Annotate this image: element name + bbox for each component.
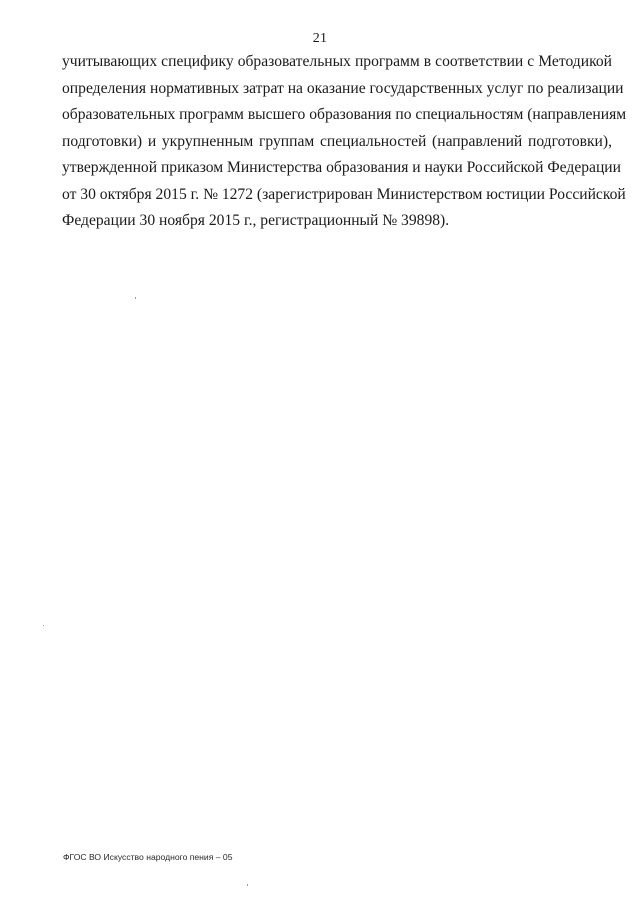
paragraph-line: учитывающих специфику образовательных программ в соответствии с Методикой [62,53,612,70]
paragraph-line: подготовки) и укрупненным группам специальностей (направлений подготовки), [62,132,612,150]
scan-speck [43,625,44,626]
page-number: 21 [312,31,328,46]
footer-note: ФГОС ВО Искусство народного пения – 05 [63,852,233,862]
body-paragraph [62,49,627,235]
paragraph-line: образовательных программ высшего образования по специальностям (направлениям [62,106,627,123]
paragraph-line: определения нормативных затрат на оказание государственных услуг по реализации [62,79,624,97]
scan-speck [247,884,248,886]
paragraph-line: утвержденной приказом Министерства образования и науки Российской Федерации [62,159,621,176]
paragraph-line-last: Федерации 30 ноября 2015 г., регистрационный № 39898). [62,212,450,229]
scan-speck [135,297,136,299]
paragraph-line: от 30 октября 2015 г. № 1272 (зарегистрирован Министерством юстиции Российской [62,185,626,203]
